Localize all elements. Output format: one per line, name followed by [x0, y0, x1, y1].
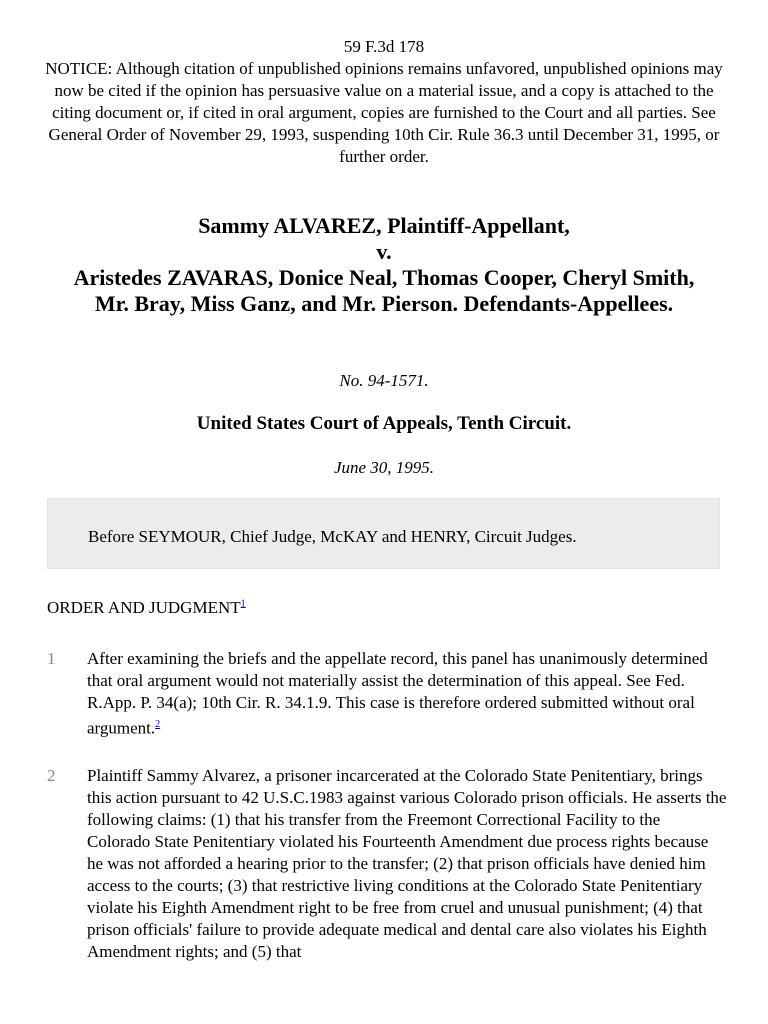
docket-number: No. 94-1571. [339, 371, 429, 390]
panel-box [47, 498, 720, 569]
paragraph-body: After examining the briefs and the appellate record, this panel has unanimously determined that oral argument would not materially assist the determination of this appeal. See Fed. R.App. P. 34(a); 10th Cir. R. 34.1.9. This case is therefore ordered submitted without oral argument. [87, 649, 708, 738]
defendants-line-2: Mr. Bray, Miss Ganz, and Mr. Pierson. Defendants-Appellees. [94, 291, 674, 316]
footnote-link-1[interactable]: 1 [240, 598, 246, 610]
footnote-link-2[interactable]: 2 [155, 719, 161, 730]
plaintiff-name: Sammy ALVAREZ, Plaintiff-Appellant, [198, 213, 570, 238]
paragraph-number: 1 [47, 649, 56, 668]
order-heading-text: ORDER AND JUDGMENT [47, 598, 241, 617]
order-heading [47, 598, 246, 618]
decision-date: June 30, 1995. [333, 458, 435, 477]
paragraph-body: Plaintiff Sammy Alvarez, a prisoner incarcerated at the Colorado State Penitentiary, brings this action pursuant to 42 U.S.C.1983 against various Colorado prison officials. He asserts the following claims: (1) that his transfer from the Freemont Correctional Facility to the Colorado State Penitentiary violated his Fourteenth Amendment due process rights because he was not afforded a hearing prior to the transfer; (2) that prison officials have denied him access to the courts; (3) that restrictive living conditions at the Colorado State Penitentiary violate his Eighth Amendment right to be free from cruel and unusual punishment; (4) that prison officials' failure to provide adequate medical and dental care also violates his Eighth Amendment rights; and (5) that [87, 766, 727, 961]
opinion-header [40, 36, 728, 168]
case-caption [30, 213, 738, 317]
versus-label: v. [376, 239, 392, 264]
paragraph-text [87, 765, 727, 963]
panel-judges: Before SEYMOUR, Chief Judge, McKAY and HENRY, Circuit Judges. [88, 527, 577, 546]
defendants-line-1: Aristedes ZAVARAS, Donice Neal, Thomas Cooper, Cheryl Smith, [73, 265, 695, 290]
notice-text: NOTICE: Although citation of unpublished opinions remains unfavored, unpublished opinions may now be cited if the opinion has persuasive value on a material issue, and a copy is attached to the citing document or, if cited in oral argument, copies are furnished to the Court and all parties. See General Order of November 29, 1993, suspending 10th Cir. Rule 36.3 until December 31, 1995, or further order. [45, 59, 723, 166]
citation: 59 F.3d 178 [343, 37, 425, 56]
court-name: United States Court of Appeals, Tenth Circuit. [196, 413, 572, 434]
paragraph-number: 2 [47, 766, 56, 785]
paragraph-text [87, 648, 727, 740]
